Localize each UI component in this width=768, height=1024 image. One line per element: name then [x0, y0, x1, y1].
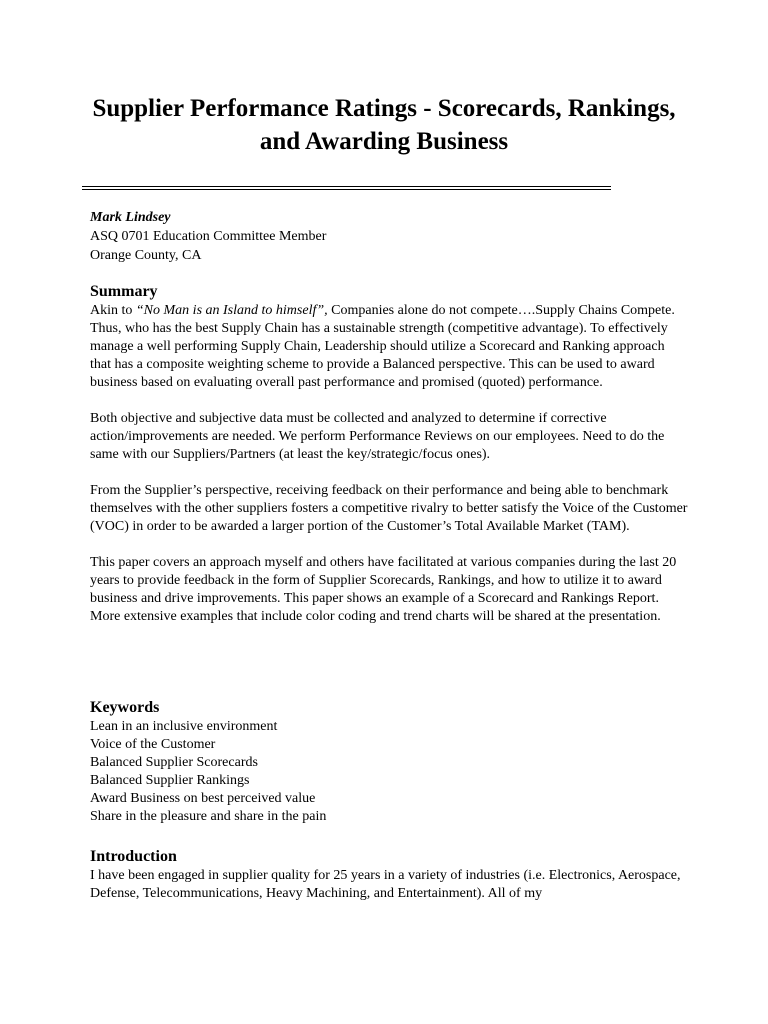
keywords-heading: Keywords	[90, 699, 160, 716]
title-line-1: Supplier Performance Ratings - Scorecards, Rankings,	[92, 95, 676, 122]
keyword-item: Award Business on best perceived value	[90, 791, 316, 806]
author-block	[90, 208, 690, 265]
summary-paragraph-4: This paper covers an approach myself and others have facilitated at various companies during the last 20 years to provide feedback in the form of Supplier Scorecards, Rankings, and how to utilize it to award business and drive improvements. This paper shows an example of a Scorecard and Rankings Report. More extensive examples that include color coding and trend charts will be shared at the presentation.	[90, 555, 677, 624]
title-line-2: and Awarding Business	[259, 128, 509, 155]
keywords-section	[90, 698, 690, 826]
keyword-item: Balanced Supplier Scorecards	[90, 755, 258, 770]
paper-title	[60, 92, 708, 158]
summary-section	[90, 282, 690, 626]
title-divider	[82, 186, 611, 190]
summary-paragraph-1	[90, 302, 688, 392]
summary-p1-lead: Akin to	[90, 303, 136, 318]
keyword-item: Share in the pleasure and share in the pain	[90, 809, 327, 824]
summary-p1-rest: Companies alone do not compete….Supply Chains Compete. Thus, who has the best Supply Chain has a sustainable strength (competitive advantage). To effectively manage a well performing Supply Chain, Leadership should utilize a Scorecard and Ranking approach that has a composite weighting scheme to provide a Balanced perspective. This can be used to award business based on evaluating overall past performance and promised (quoted) performance.	[90, 303, 675, 390]
summary-paragraph-3: From the Supplier’s perspective, receiving feedback on their performance and being able to benchmark themselves with the other suppliers fosters a competitive rivalry to better satisfy the Voice of the Customer (VOC) in order to be awarded a larger portion of the Customer’s Total Available Market (TAM).	[90, 483, 688, 534]
summary-paragraph-2: Both objective and subjective data must be collected and analyzed to determine if corrective action/improvements are needed. We perform Performance Reviews on our employees. Need to do the same with our Suppliers/Partners (at least the key/strategic/focus ones).	[90, 411, 665, 462]
summary-heading: Summary	[90, 283, 158, 300]
author-name: Mark Lindsey	[90, 210, 171, 225]
introduction-heading: Introduction	[90, 848, 177, 865]
introduction-section	[90, 847, 690, 903]
keyword-item: Lean in an inclusive environment	[90, 719, 278, 734]
author-affiliation: ASQ 0701 Education Committee Member	[90, 229, 327, 244]
introduction-paragraph-1: I have been engaged in supplier quality for 25 years in a variety of industries (i.e. Electronics, Aerospace, Defense, Telecommunications, Heavy Machining, and Entertainment). All of my	[90, 868, 681, 901]
author-location: Orange County, CA	[90, 248, 202, 263]
keyword-item: Balanced Supplier Rankings	[90, 773, 250, 788]
keyword-item: Voice of the Customer	[90, 737, 216, 752]
summary-p1-quote: “No Man is an Island to himself”,	[135, 303, 328, 318]
keywords-list	[90, 718, 690, 826]
